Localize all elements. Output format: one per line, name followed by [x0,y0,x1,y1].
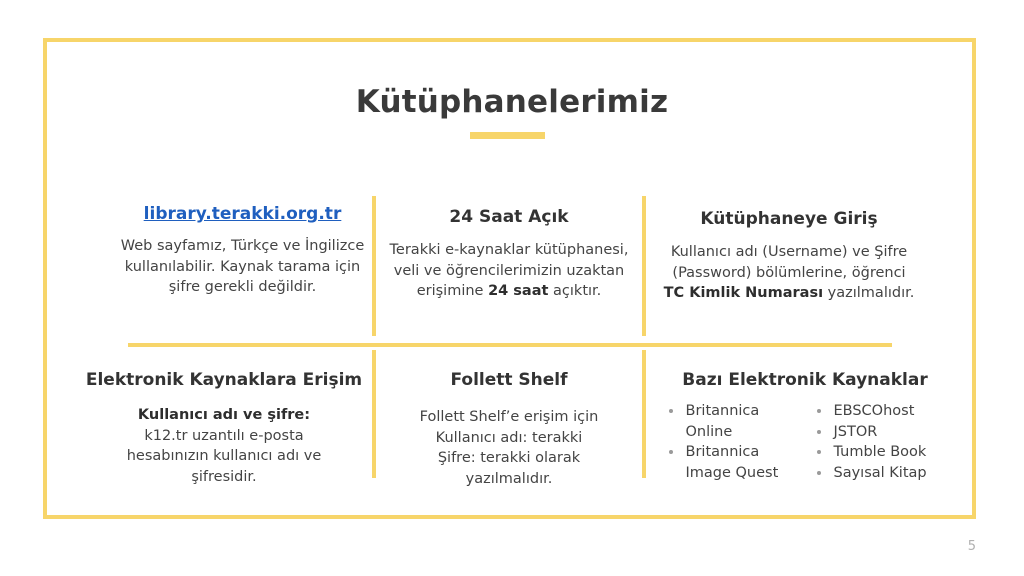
login-description: Kullanıcı adı (Username) ve Şifre (Password) bölümlerine, öğrenci TC Kimlik Numarası yazılmalıdır. [663,244,915,301]
title-underline [470,132,545,139]
page-number: 5 [967,539,976,554]
cell-login [662,208,916,304]
resources-lists [655,401,955,483]
list-item: • JSTOR [832,422,947,443]
cell-open-hours [380,206,638,302]
list-item: • Britannica Image Quest [684,442,794,483]
slide-title: Kütüphanelerimiz [355,84,669,120]
divider-vertical-right-bottom [642,350,646,478]
list-item: • Tumble Book [832,442,947,463]
follett-description: Follett Shelf’e erişim için Kullanıcı adı: terakki Şifre: terakki olarak yazılmalıdır. [419,409,599,487]
list-item: • EBSCOhost [832,401,947,422]
resources-list-right [812,401,947,483]
open-hours-description: Terakki e-kaynaklar kütüphanesi, veli ve öğrencilerimizin uzaktan erişimine 24 saat açıktır. [389,242,629,299]
website-description: Web sayfamız, Türkçe ve İngilizce kullanılabilir. Kaynak tarama için şifre gerekli değildir. [120,238,365,295]
some-resources-heading: Bazı Elektronik Kaynaklar [682,370,928,390]
open-hours-heading: 24 Saat Açık [449,207,569,227]
divider-vertical-right-top [642,196,646,336]
cell-follett [380,369,638,489]
divider-vertical-left-bottom [372,350,376,478]
divider-vertical-left-top [372,196,376,336]
library-website-link[interactable]: library.terakki.org.tr [143,204,342,224]
list-item: • Sayısal Kitap [832,463,947,484]
eresources-access-heading: Elektronik Kaynaklara Erişim [85,370,363,390]
list-item: • Britannica Online [684,401,794,442]
cell-eresources-access [76,369,372,487]
login-heading: Kütüphaneye Giriş [700,209,878,229]
resources-list-left [664,401,794,483]
cell-some-resources [655,369,955,483]
eresources-access-description: Kullanıcı adı ve şifre: k12.tr uzantılı e-posta hesabınızın kullanıcı adı ve şifresidir. [126,407,322,485]
follett-heading: Follett Shelf [450,370,568,390]
divider-horizontal [128,343,892,347]
cell-website [120,204,365,298]
